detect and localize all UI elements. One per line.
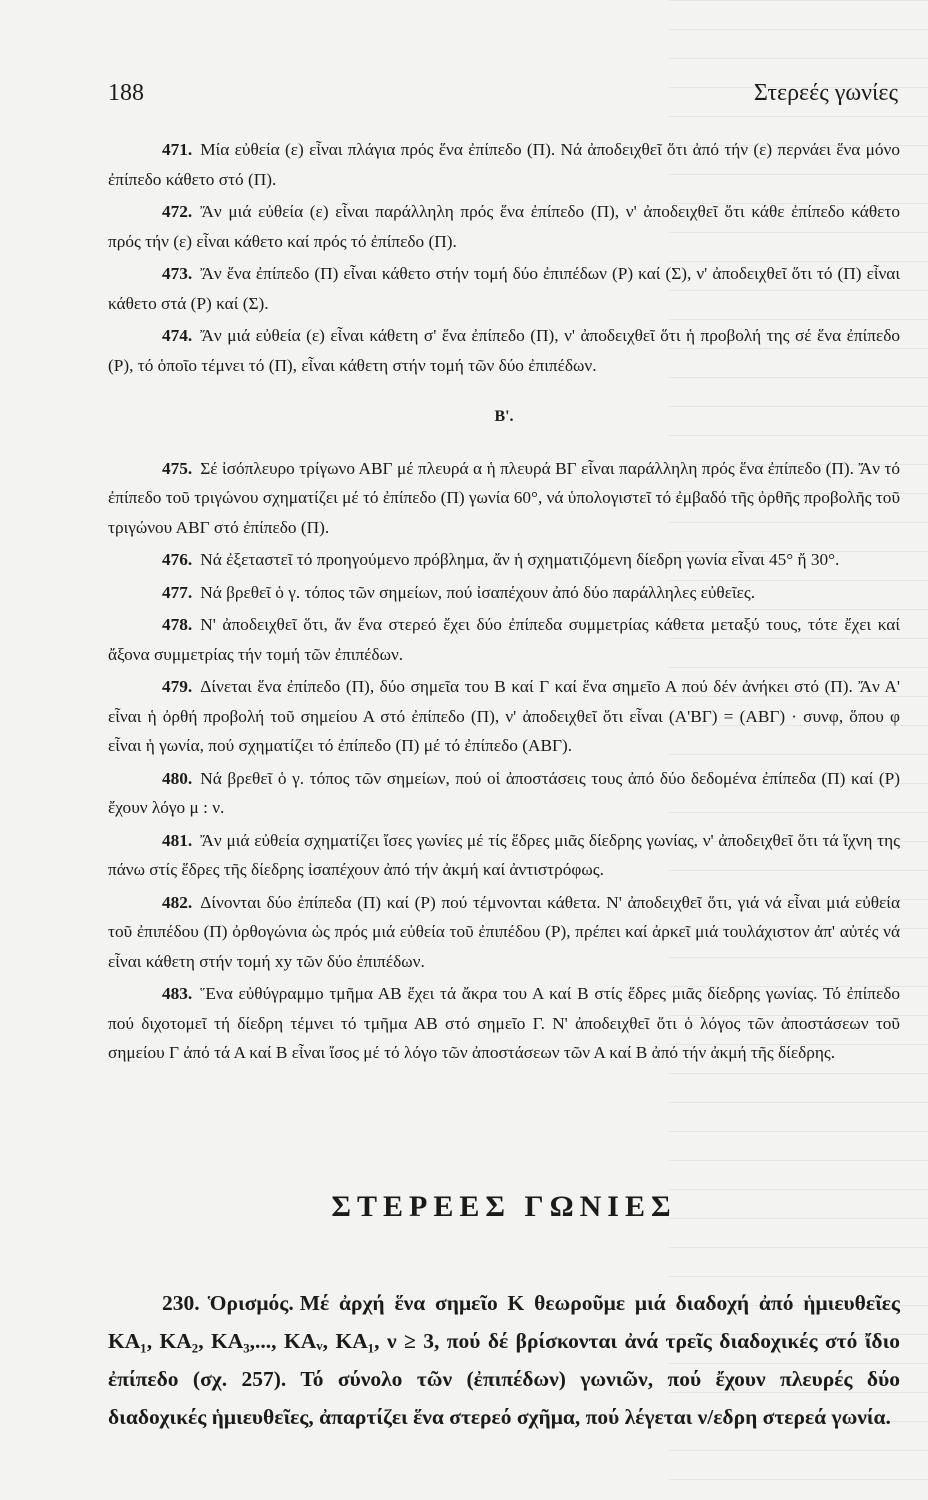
- exercise-item: [108, 197, 900, 256]
- exercise-text: Νά βρεθεῖ ὁ γ. τόπος τῶν σημείων, πού οἱ ἀποστάσεις τους ἀπό δύο δεδομένα ἐπίπεδα (Π) καί (Ρ) ἔχουν λόγο μ : ν.: [108, 768, 900, 817]
- exercise-number: 483.: [162, 984, 193, 1003]
- definition-text: Μέ ἀρχή ἕνα σημεῖο Κ θεωροῦμε μιά διαδοχή ἀπό ἡμιευθεῖες ΚΑ₁, ΚΑ₂, ΚΑ₃,..., ΚΑᵥ, ΚΑ₁, ν ≥ 3, πού δέ βρίσκονται ἀνά τρεῖς διαδοχικές στό ἴδιο ἐπίπεδο (σχ. 257). Τό σύνολο τῶν (ἐπιπέδων) γωνιῶν, πού ἔχουν πλευρές δύο διαδοχικές ἡμιευθεῖες, ἀπαρτίζει ἕνα στερεό σχῆμα, πού λέγεται ν/εδρη στερεά γωνία.: [108, 1290, 900, 1429]
- exercise-item: [108, 672, 900, 761]
- exercise-number: 480.: [162, 768, 193, 788]
- exercise-number: 471.: [162, 140, 193, 159]
- page-header: [108, 80, 898, 116]
- exercise-text: Δίνεται ἕνα ἐπίπεδο (Π), δύο σημεῖα του Β καί Γ καί ἕνα σημεῖο Α πού δέν ἀνήκει στό (Π). Ἄν Α' εἶναι ἡ ὀρθή προβολή τοῦ σημείου Α στό ἐπίπεδο (Π), ν' ἀποδειχθεῖ ὅτι εἶναι (Α'ΒΓ) = (ΑΒΓ) · συνφ, ὅπου φ εἶναι ἡ γωνία, πού σχηματίζει τό ἐπίπεδο (Π) μέ τό ἐπίπεδο (ΑΒΓ).: [108, 677, 900, 755]
- exercise-number: 476.: [162, 550, 193, 569]
- exercise-item: [108, 135, 900, 194]
- exercise-text: Ν' ἀποδειχθεῖ ὅτι, ἄν ἕνα στερεό ἔχει δύο ἐπίπεδα συμμετρίας κάθετα μεταξύ τους, τότε ἔχει καί ἄξονα συμμετρίας τήν τομή τῶν ἐπιπέδων.: [108, 615, 900, 664]
- exercise-text: Ἄν μιά εὐθεία (ε) εἶναι παράλληλη πρός ἕνα ἐπίπεδο (Π), ν' ἀποδειχθεῖ ὅτι κάθε ἐπίπεδο κάθετο πρός τήν (ε) εἶναι κάθετο καί πρός τό ἐπίπεδο (Π).: [108, 202, 900, 251]
- exercise-text: Ἕνα εὐθύγραμμο τμῆμα ΑΒ ἔχει τά ἄκρα του Α καί Β στίς ἕδρες μιᾶς δίεδρης γωνίας. Τό ἐπίπεδο πού διχοτομεῖ τή δίεδρη τέμνει τό τμῆμα ΑΒ στό σημεῖο Γ. Ν' ἀποδειχθεῖ ὅτι ὁ λόγος τῶν ἀποστάσεων τοῦ σημείου Γ ἀπό τά Α καί Β εἶναι ἴσος μέ τό λόγο τῶν ἀποστάσεων τῶν Α καί Β ἀπό τήν ἀκμή τῆς δίεδρης.: [108, 984, 900, 1062]
- exercise-number: 473.: [162, 264, 193, 283]
- exercise-number: 479.: [162, 677, 193, 696]
- definition-paragraph: [108, 1284, 900, 1436]
- running-head: Στερεές γωνίες: [753, 80, 898, 106]
- exercise-number: 475.: [162, 458, 193, 478]
- page-number: 188: [108, 80, 144, 106]
- exercise-text: Ἄν μιά εὐθεία (ε) εἶναι κάθετη σ' ἕνα ἐπίπεδο (Π), ν' ἀποδειχθεῖ ὅτι ἡ προβολή της σέ ἕνα ἐπίπεδο (Ρ), τό ὁποῖο τέμνει τό (Π), εἶναι κάθετη στήν τομή τῶν δύο ἐπιπέδων.: [108, 326, 900, 375]
- exercise-text: Δίνονται δύο ἐπίπεδα (Π) καί (Ρ) πού τέμνονται κάθετα. Ν' ἀποδειχθεῖ ὅτι, γιά νά εἶναι μιά εὐθεία τοῦ ἐπιπέδου (Π) ὀρθογώνια ὡς πρός μιά εὐθεία τοῦ ἐπιπέδου (Ρ), πρέπει καί ἀρκεῖ μιά τουλάχιστον ἀπ' αὐτές νά εἶναι κάθετη στήν τομή xy τῶν δύο ἐπιπέδων.: [108, 892, 900, 971]
- exercise-item: [108, 764, 900, 823]
- exercises-block: [108, 135, 900, 1071]
- exercise-item: [108, 545, 900, 575]
- exercise-number: 478.: [162, 615, 193, 634]
- exercise-text: Νά βρεθεῖ ὁ γ. τόπος τῶν σημείων, πού ἰσαπέχουν ἀπό δύο παράλληλες εὐθεῖες.: [200, 582, 756, 602]
- exercise-item: [108, 454, 900, 543]
- exercise-number: 481.: [162, 830, 193, 850]
- exercise-number: 482.: [162, 892, 193, 912]
- exercise-text: Μία εὐθεία (ε) εἶναι πλάγια πρός ἕνα ἐπίπεδο (Π). Νά ἀποδειχθεῖ ὅτι ἀπό τήν (ε) περνάει ἕνα μόνο ἐπίπεδο κάθετο στό (Π).: [108, 140, 900, 189]
- exercise-item: [108, 888, 900, 977]
- exercise-number: 477.: [162, 582, 193, 602]
- exercise-text: Νά ἐξεταστεῖ τό προηγούμενο πρόβλημα, ἄν ἡ σχηματιζόμενη δίεδρη γωνία εἶναι 45° ἤ 30°.: [200, 550, 840, 569]
- exercise-item: [108, 826, 900, 885]
- section-title: ΣΤΕΡΕΕΣ ΓΩΝΙΕΣ: [331, 1190, 677, 1223]
- exercise-item: [108, 321, 900, 380]
- definition-label: Ὁρισμός.: [207, 1290, 294, 1315]
- section-letter: Β'.: [494, 408, 514, 425]
- exercise-number: 472.: [162, 202, 193, 221]
- exercise-item: [108, 979, 900, 1068]
- exercise-text: Ἄν ἕνα ἐπίπεδο (Π) εἶναι κάθετο στήν τομή δύο ἐπιπέδων (Ρ) καί (Σ), ν' ἀποδειχθεῖ ὅτι τό (Π) εἶναι κάθετο στά (Ρ) καί (Σ).: [108, 264, 900, 313]
- exercise-item: [108, 610, 900, 669]
- definition-number: 230.: [162, 1290, 200, 1315]
- exercise-item: [108, 259, 900, 318]
- exercise-text: Ἄν μιά εὐθεία σχηματίζει ἴσες γωνίες μέ τίς ἕδρες μιᾶς δίεδρης γωνίας, ν' ἀποδειχθεῖ ὅτι τά ἴχνη της πάνω στίς ἕδρες τῆς δίεδρης ἰσαπέχουν ἀπό τήν ἀκμή καί ἀντιστρόφως.: [108, 830, 900, 879]
- exercise-item: [108, 578, 900, 608]
- exercise-number: 474.: [162, 326, 193, 345]
- exercise-text: Σέ ἰσόπλευρο τρίγωνο ΑΒΓ μέ πλευρά α ἡ πλευρά ΒΓ εἶναι παράλληλη πρός ἕνα ἐπίπεδο (Π). Ἄν τό ἐπίπεδο τοῦ τριγώνου σχηματίζει μέ τό ἐπίπεδο (Π) γωνία 60°, νά ὑπολογιστεῖ τό ἐμβαδό τῆς ὀρθῆς προβολῆς τοῦ τριγώνου ΑΒΓ στό ἐπίπεδο (Π).: [108, 458, 900, 537]
